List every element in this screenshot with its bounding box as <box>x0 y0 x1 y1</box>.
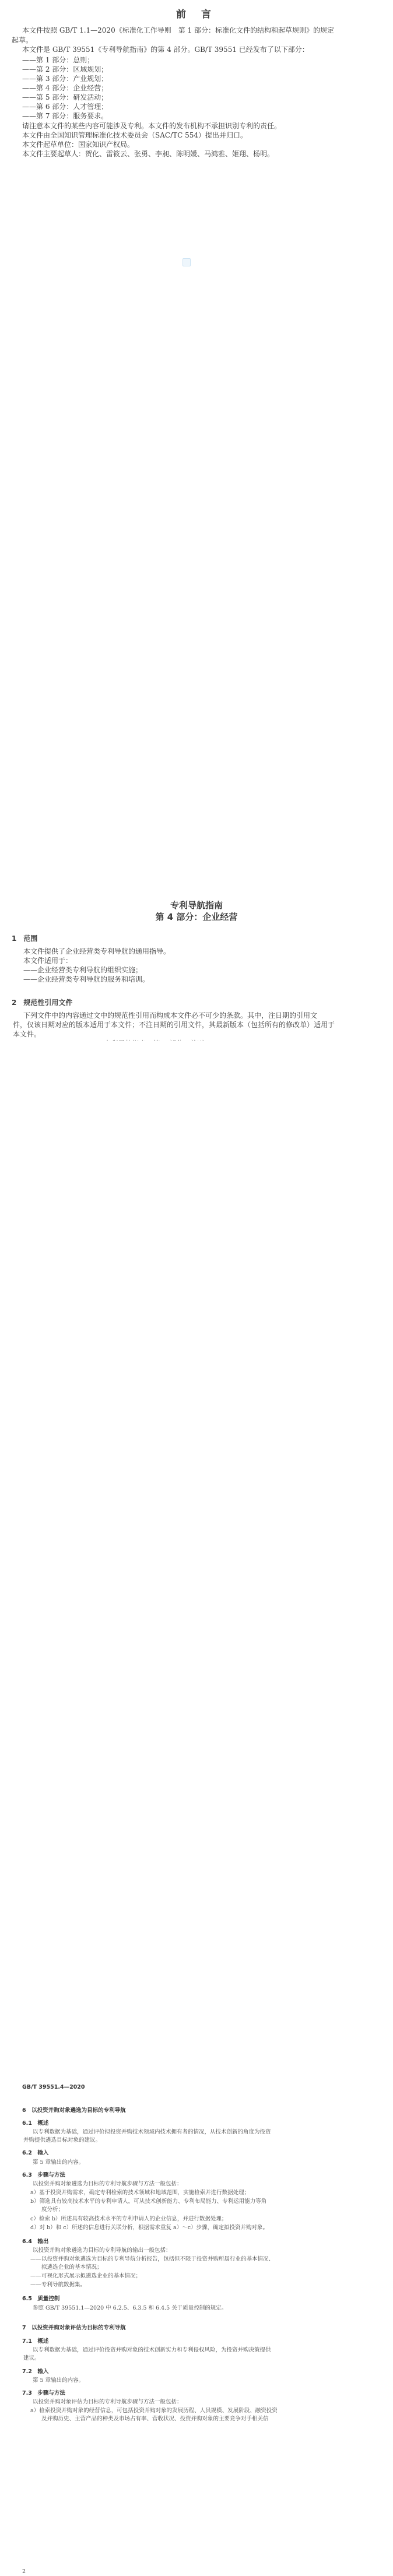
section-heading: 2 规范性引用文件 <box>12 999 73 1007</box>
preface-line: ——第 1 部分：总则； <box>22 56 94 64</box>
section-heading: 7 以投资并购对象评估为目标的专利导航 <box>22 2325 126 2331</box>
subsection-heading: 6.1 概述 <box>22 2120 49 2127</box>
list-item: 拟遴选企业的基本情况； <box>30 2264 103 2271</box>
continued-page <box>0 1041 393 2575</box>
preface-line: 本文件主要起草人：贺化、雷筱云、张勇、李昶、陈明媛、马鸿雅、姬翔、杨明。 <box>22 150 275 158</box>
preface-line: 本文件起草单位：国家知识产权局。 <box>22 140 135 149</box>
section-heading: 1 范围 <box>12 934 38 943</box>
subsection-heading: 7.1 概述 <box>22 2338 49 2345</box>
body-line: 以专利数据为基础，通过评价拟投资并购技术领域内技术拥有者的情况，从技术创新的角度为投资 <box>33 2129 271 2135</box>
subsection-heading: 7.3 步骤与方法 <box>22 2390 65 2396</box>
preface-line: 本文件按照 GB/T 1.1—2020《标准化工作导则 第 1 部分：标准化文件的结构和起草规则》的规定 <box>22 26 334 34</box>
body-line: 以专利数据为基础，通过评价投资并购对象的技术创新实力和专利侵权风险，为投资并购决策提供 <box>33 2347 271 2353</box>
preface-title: 前 言 <box>176 9 217 20</box>
page-header: GB/T 39551.4—2020 <box>22 2084 85 2090</box>
list-item: c）检索 b）所述具有较高技术水平的专利申请人的企业信息，并进行数据处理； <box>30 2216 227 2222</box>
body-line: ——企业经营类专利导航的服务和培训。 <box>23 975 150 983</box>
preface-line: ——第 2 部分：区域规划； <box>22 65 108 73</box>
preface-line: 本文件是 GB/T 39551《专利导航指南》的第 4 部分。GB/T 39551 已经发布了以下部分： <box>22 45 309 54</box>
preface-line: 请注意本文件的某些内容可能涉及专利。本文件的发布机构不承担识别专利的责任。 <box>22 122 282 130</box>
body-line: 建议。 <box>23 2355 40 2361</box>
standard-page <box>0 501 393 1041</box>
doc-subtitle: 第 4 部分：企业经营 <box>155 912 238 922</box>
list-item: 度分析； <box>30 2206 64 2213</box>
subsection-heading: 6.5 质量控制 <box>22 2296 60 2302</box>
list-item: ——以投资并购对象遴选为目标的专利导航分析报告，包括但不限于投资并购所属行业的基本情况、 <box>30 2256 275 2262</box>
preface-line: ——第 3 部分：产业规划； <box>22 75 108 83</box>
list-item: a）基于投资并购需求，确定专利检索的技术领域和地域范围，实施检索并进行数据处理； <box>30 2190 250 2196</box>
body-line: 本文件。 <box>13 1030 41 1038</box>
body-line: ——企业经营类专利导航的组织实施； <box>23 966 143 974</box>
preface-page <box>0 0 393 501</box>
subsection-heading: 6.2 输入 <box>22 2150 49 2156</box>
preface-line: ——第 7 部分：服务要求。 <box>22 112 108 120</box>
list-item: d）对 b）和 c）所述的信息进行关联分析，根据需求重复 a）～c）步骤，确定拟投资并购对象。 <box>30 2224 269 2231</box>
preface-line: 起草。 <box>12 36 33 44</box>
list-item: b）筛选具有较高技术水平的专利申请人，可从技术创新能力、专利布局能力、专利运用能力等角 <box>30 2198 267 2205</box>
preface-line: ——第 6 部分：人才管理； <box>22 103 108 111</box>
preface-line: 本文件由全国知识管理标准化技术委员会（SAC/TC 554）提出并归口。 <box>22 131 248 139</box>
doc-title: 专利导航指南 <box>170 900 223 911</box>
body-line: 件，仅该日期对应的版本适用于本文件；不注日期的引用文件，其最新版本（包括所有的修改单）适用于 <box>13 1021 335 1029</box>
page-number: 2 <box>22 2568 26 2575</box>
body-line: 本文件提供了企业经营类专利导航的通用指导。 <box>23 947 171 955</box>
subsection-heading: 6.3 步骤与方法 <box>22 2172 65 2178</box>
preface-line: ——第 5 部分：研发活动； <box>22 93 108 101</box>
section-heading: 6 以投资并购对象遴选为目标的专利导航 <box>22 2107 126 2114</box>
body-line: 以投资并购对象遴选为目标的专利导航步骤与方法一般包括： <box>33 2181 183 2187</box>
body-line: 本文件适用于： <box>23 957 73 965</box>
preface-line: ——第 4 部分：企业经营； <box>22 84 108 92</box>
body-line: 第 5 章输出的内容。 <box>33 2377 85 2384</box>
body-line: 第 5 章输出的内容。 <box>33 2159 85 2166</box>
scan-mark-icon <box>183 258 191 266</box>
body-line: 以投资并购对象遴选为目标的专利导航的输出一般包括： <box>33 2247 171 2254</box>
subsection-heading: 6.4 输出 <box>22 2238 49 2245</box>
body-line: 以投资并购对象评估为目标的专利导航步骤与方法一般包括： <box>33 2399 183 2405</box>
list-item: a）检索投资并购对象的经营信息，可包括投资并购对象的发展历程、人员规模、发展阶段、融资投资 <box>30 2408 278 2414</box>
body-line: 并购提供遴选目标对象的建议。 <box>23 2137 101 2143</box>
list-item: ——可视化形式展示拟遴选企业的基本情况； <box>30 2273 142 2279</box>
list-item: ——专利导航数据集。 <box>30 2282 86 2288</box>
body-line: 下列文件中的内容通过文中的规范性引用而构成本文件必不可少的条款。其中，注日期的引用文 <box>23 1011 318 1020</box>
list-item: 及并购历史、主营产品的种类及市场占有率、营收状况、投资并购对象的主要竞争对手相关信 <box>30 2416 269 2422</box>
subsection-heading: 7.2 输入 <box>22 2368 49 2375</box>
body-line: 参照 GB/T 39551.1—2020 中 6.2.5、6.3.5 和 6.4.5 关于质量控制的规定。 <box>33 2305 227 2311</box>
